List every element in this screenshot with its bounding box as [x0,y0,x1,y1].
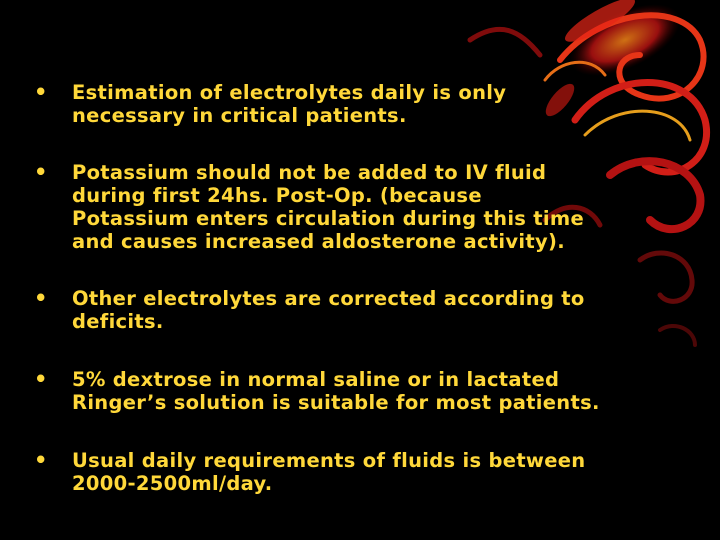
bullet-item [34,449,684,495]
bullet-text: Estimation of electrolytes daily is only necessary in critical patients. [72,81,507,127]
bullet-marker: • [34,80,48,104]
bullet-marker: • [34,160,48,184]
bullet-marker: • [34,286,48,310]
bullet-item [34,81,684,127]
bullet-text: Other electrolytes are corrected according to deficits. [72,287,585,333]
bullet-marker: • [34,448,48,472]
bullet-item [34,161,684,253]
bullet-item [34,287,684,333]
bullet-text: 5% dextrose in normal saline or in lactated Ringer’s solution is suitable for most patients. [72,368,600,414]
bullet-item [34,368,684,414]
bullet-marker: • [34,367,48,391]
bullet-text: Usual daily requirements of fluids is between 2000-2500ml/day. [72,449,586,495]
bullet-text: Potassium should not be added to IV fluid during first 24hs. Post-Op. (because Potassium enters circulation during this time and causes increased aldosterone activity). [72,161,585,253]
